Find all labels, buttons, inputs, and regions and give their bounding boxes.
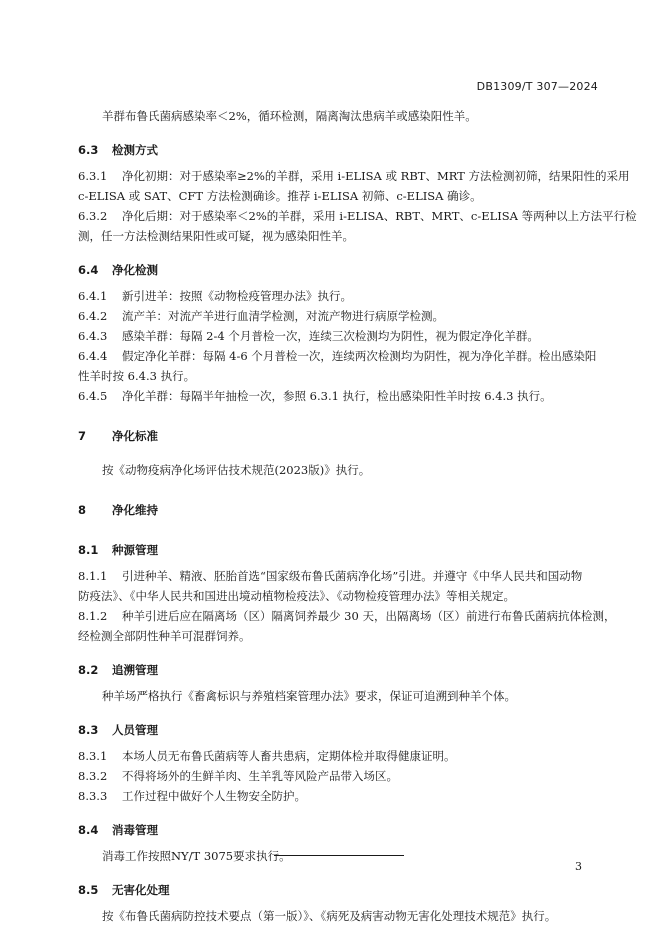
document-code: DB1309/T 307—2024 — [476, 80, 598, 93]
section-heading-8-5 — [78, 880, 600, 900]
clause-number: 6.4.2 — [78, 309, 108, 323]
clause-number: 6.4.4 — [78, 349, 108, 363]
clause-8-3-3 — [78, 786, 600, 806]
section-number: 8.3 — [78, 723, 99, 737]
section-title: 追溯管理 — [112, 663, 158, 677]
clause-number: 6.4.3 — [78, 329, 108, 343]
paragraph: 消毒工作按照NY/T 3075要求执行。 — [102, 849, 291, 863]
clause-text: 净化后期：对于感染率＜2%的羊群，采用 i-ELISA、RBT、MRT、c-ELISA 等两种以上方法平行检 — [122, 209, 637, 223]
section-heading-8 — [78, 500, 600, 520]
section-title: 种源管理 — [112, 543, 158, 557]
clause-text: 假定净化羊群：每隔 4-6 个月普检一次，连续两次检测均为阴性，视为净化羊群。检出感染阳 — [122, 349, 597, 363]
section-number: 8.1 — [78, 543, 99, 557]
clause-text: 不得将场外的生鲜羊肉、生羊乳等风险产品带入场区。 — [122, 769, 398, 783]
end-rule — [274, 855, 404, 856]
clause-continuation: 测，任一方法检测结果阳性或可疑，视为感染阳性羊。 — [78, 229, 354, 243]
clause-8-1-2 — [78, 606, 616, 626]
section-title: 净化标准 — [112, 429, 158, 443]
section-heading-8-1 — [78, 540, 600, 560]
section-number: 7 — [78, 429, 87, 443]
clause-text: 感染羊群：每隔 2-4 个月普检一次，连续三次检测均为阴性，视为假定净化羊群。 — [122, 329, 539, 343]
clause-number: 8.1.2 — [78, 609, 108, 623]
clause-6-3-2 — [78, 206, 637, 226]
section-heading-6-3 — [78, 140, 600, 160]
section-title: 无害化处理 — [112, 883, 170, 897]
section-number: 8 — [78, 503, 87, 517]
clause-number: 8.1.1 — [78, 569, 108, 583]
clause-continuation: c-ELISA 或 SAT、CFT 方法检测确诊。推荐 i-ELISA 初筛、c-ELISA 确诊。 — [78, 189, 482, 203]
section-title: 检测方式 — [112, 143, 158, 157]
clause-text: 净化初期：对于感染率≥2%的羊群，采用 i-ELISA 或 RBT、MRT 方法检测初筛，结果阳性的采用 — [122, 169, 630, 183]
clause-8-1-1 — [78, 566, 600, 586]
clause-number: 8.3.3 — [78, 789, 108, 803]
section-heading-8-3 — [78, 720, 600, 740]
paragraph: 羊群布鲁氏菌病感染率＜2%，循环检测，隔离淘汰患病羊或感染阳性羊。 — [102, 109, 477, 123]
clause-text: 本场人员无布鲁氏菌病等人畜共患病，定期体检并取得健康证明。 — [122, 749, 456, 763]
paragraph: 按《动物疫病净化场评估技术规范(2023版)》执行。 — [102, 463, 371, 477]
clause-text: 引进种羊、精液、胚胎首选“国家级布鲁氏菌病净化场”引进。并遵守《中华人民共和国动物 — [122, 569, 583, 583]
clause-text: 工作过程中做好个人生物安全防护。 — [122, 789, 306, 803]
section-heading-8-2 — [78, 660, 600, 680]
clause-number: 6.4.5 — [78, 389, 108, 403]
clause-number: 6.3.2 — [78, 209, 108, 223]
clause-number: 6.3.1 — [78, 169, 108, 183]
clause-6-4-1 — [78, 286, 600, 306]
clause-number: 6.4.1 — [78, 289, 108, 303]
section-title: 人员管理 — [112, 723, 158, 737]
clause-text: 种羊引进后应在隔离场（区）隔离饲养最少 30 天，出隔离场（区）前进行布鲁氏菌病抗体检测， — [122, 609, 616, 623]
section-number: 8.5 — [78, 883, 99, 897]
clause-6-3-1 — [78, 166, 630, 186]
clause-6-4-2 — [78, 306, 600, 326]
clause-text: 流产羊：对流产羊进行血清学检测，对流产物进行病原学检测。 — [122, 309, 444, 323]
clause-continuation: 防疫法》、《中华人民共和国进出境动植物检疫法》、《动物检疫管理办法》等相关规定。 — [78, 589, 515, 603]
clause-continuation: 性羊时按 6.4.3 执行。 — [78, 369, 196, 383]
section-heading-6-4 — [78, 260, 600, 280]
clause-6-4-3 — [78, 326, 600, 346]
clause-continuation: 经检测全部阴性种羊可混群饲养。 — [78, 629, 251, 643]
clause-8-3-1 — [78, 746, 600, 766]
section-heading-8-4 — [78, 820, 600, 840]
clause-number: 8.3.2 — [78, 769, 108, 783]
section-title: 消毒管理 — [112, 823, 158, 837]
paragraph: 按《布鲁氏菌病防控技术要点（第一版）》、《病死及病害动物无害化处理技术规范》执行。 — [102, 909, 557, 923]
section-number: 8.4 — [78, 823, 99, 837]
section-heading-7 — [78, 426, 600, 446]
clause-text: 新引进羊：按照《动物检疫管理办法》执行。 — [122, 289, 352, 303]
section-number: 6.4 — [78, 263, 99, 277]
clause-text: 净化羊群：每隔半年抽检一次，参照 6.3.1 执行，检出感染阳性羊时按 6.4.3 执行。 — [122, 389, 552, 403]
section-number: 8.2 — [78, 663, 99, 677]
section-title: 净化维持 — [112, 503, 158, 517]
clause-number: 8.3.1 — [78, 749, 108, 763]
paragraph: 种羊场严格执行《畜禽标识与养殖档案管理办法》要求，保证可追溯到种羊个体。 — [102, 689, 516, 703]
clause-6-4-5 — [78, 386, 600, 406]
document-body — [78, 106, 637, 926]
clause-8-3-2 — [78, 766, 600, 786]
section-number: 6.3 — [78, 143, 99, 157]
section-title: 净化检测 — [112, 263, 158, 277]
clause-6-4-4 — [78, 346, 600, 366]
page-number: 3 — [575, 860, 582, 873]
